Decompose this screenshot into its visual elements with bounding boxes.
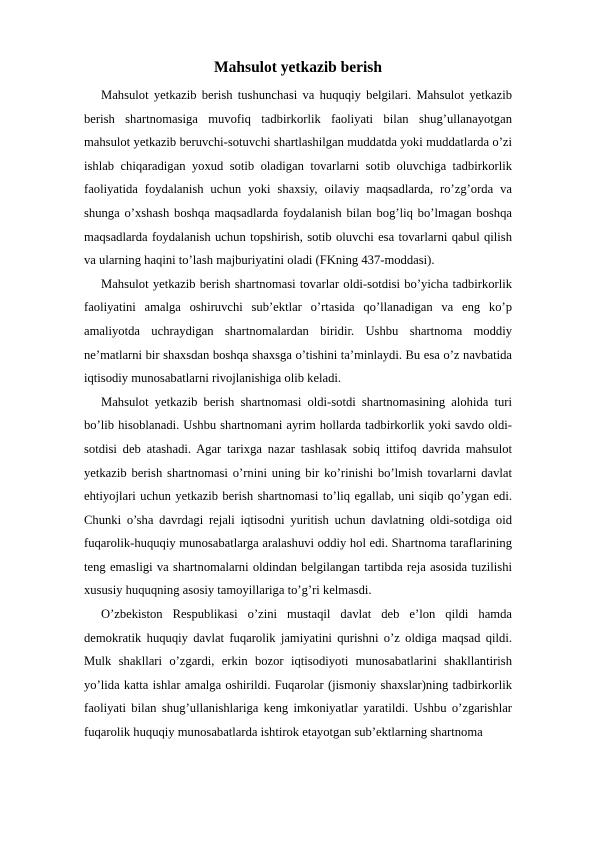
- page-title: Mahsulot yetkazib berish: [214, 59, 382, 76]
- paragraph-4: O’zbekiston Respublikasi o’zini mustaqil davlat deb e’lon qildi hamda demokratik huquqiy davlat fuqarolik jamiyatini qurishni o’z oldiga maqsad qildi. Mulk shakllari o’zgardi, erkin bozor iqtisodiyoti munosabatlarini shakllantirish yo’lida katta ishlar amalga oshirildi. Fuqarolar (jismoniy shaxslar)ning tadbirkorlik faoliyati bilan shug’ullanishlariga keng imkoniyatlar yaratildi. Ushbu o’zgarishlar fuqarolik huquqiy munosabatlarda ishtirok etayotgan sub’ektlarning shartnoma: [84, 607, 512, 740]
- paragraph-1: Mahsulot yetkazib berish tushunchasi va huquqiy belgilari. Mahsulot yetkazib berish shartnomasiga muvofiq tadbirkorlik faoliyati bilan shug’ullanayotgan mahsulot yetkazib beruvchi-sotuvchi shartlashilgan muddatda yoki muddatlarda o’zi ishlab chiqaradigan yoxud sotib oladigan tovarlarni sotib oluvchiga tadbirkorlik faoliyatida foydalanish uchun yoki shaxsiy, oilaviy maqsadlarda, ro’zg’orda va shunga o’xshash boshqa maqsadlarda foydalanish bilan bog’liq bo’lmagan boshqa maqsadlarda foydalanish uchun topshirish, sotib oluvchi esa tovarlarni qabul qilish va ularning haqini to’lash majburiyatini oladi (FKning 437-moddasi).: [84, 88, 512, 268]
- paragraph-2: Mahsulot yetkazib berish shartnomasi tovarlar oldi-sotdisi bo’yicha tadbirkorlik faoliyatini amalga oshiruvchi sub’ektlar o’rtasida qo’llanadigan va eng ko’p amaliyotda uchraydigan shartnomalardan biridir. Ushbu shartnoma moddiy ne’matlarni bir shaxsdan boshqa shaxsga o’tishini ta’minlaydi. Bu esa o’z navbatida iqtisodiy munosabatlarni rivojlanishiga olib keladi.: [84, 276, 512, 386]
- paragraph-3: Mahsulot yetkazib berish shartnomasi oldi-sotdi shartnomasining alohida turi bo’lib hisoblanadi. Ushbu shartnomani ayrim hollarda tadbirkorlik yoki savdo oldi-sotdisi deb atashadi. Agar tarixga nazar tashlasak sobiq ittifoq davrida mahsulot yetkazib berish shartnomasi o’rnini uning bir ko’rinishi bo’lmish tovarlarni davlat ehtiyojlari uchun yetkazib berish shartnomasi to’liq egallab, uni siqib qo’ygan edi. Chunki o’sha davrdagi rejali iqtisodni yuritish uchun davlatning oldi-sotdiga oid fuqarolik-huquqiy munosabatlarga aralashuvi oddiy hol edi. Shartnoma taraflarining teng emasligi va shartnomalarni oldindan belgilangan tartibda reja asosida tuzilishi xususiy huquqning asosiy tamoyillariga to’g’ri kelmasdi.: [84, 394, 512, 598]
- document-page: [84, 58, 512, 745]
